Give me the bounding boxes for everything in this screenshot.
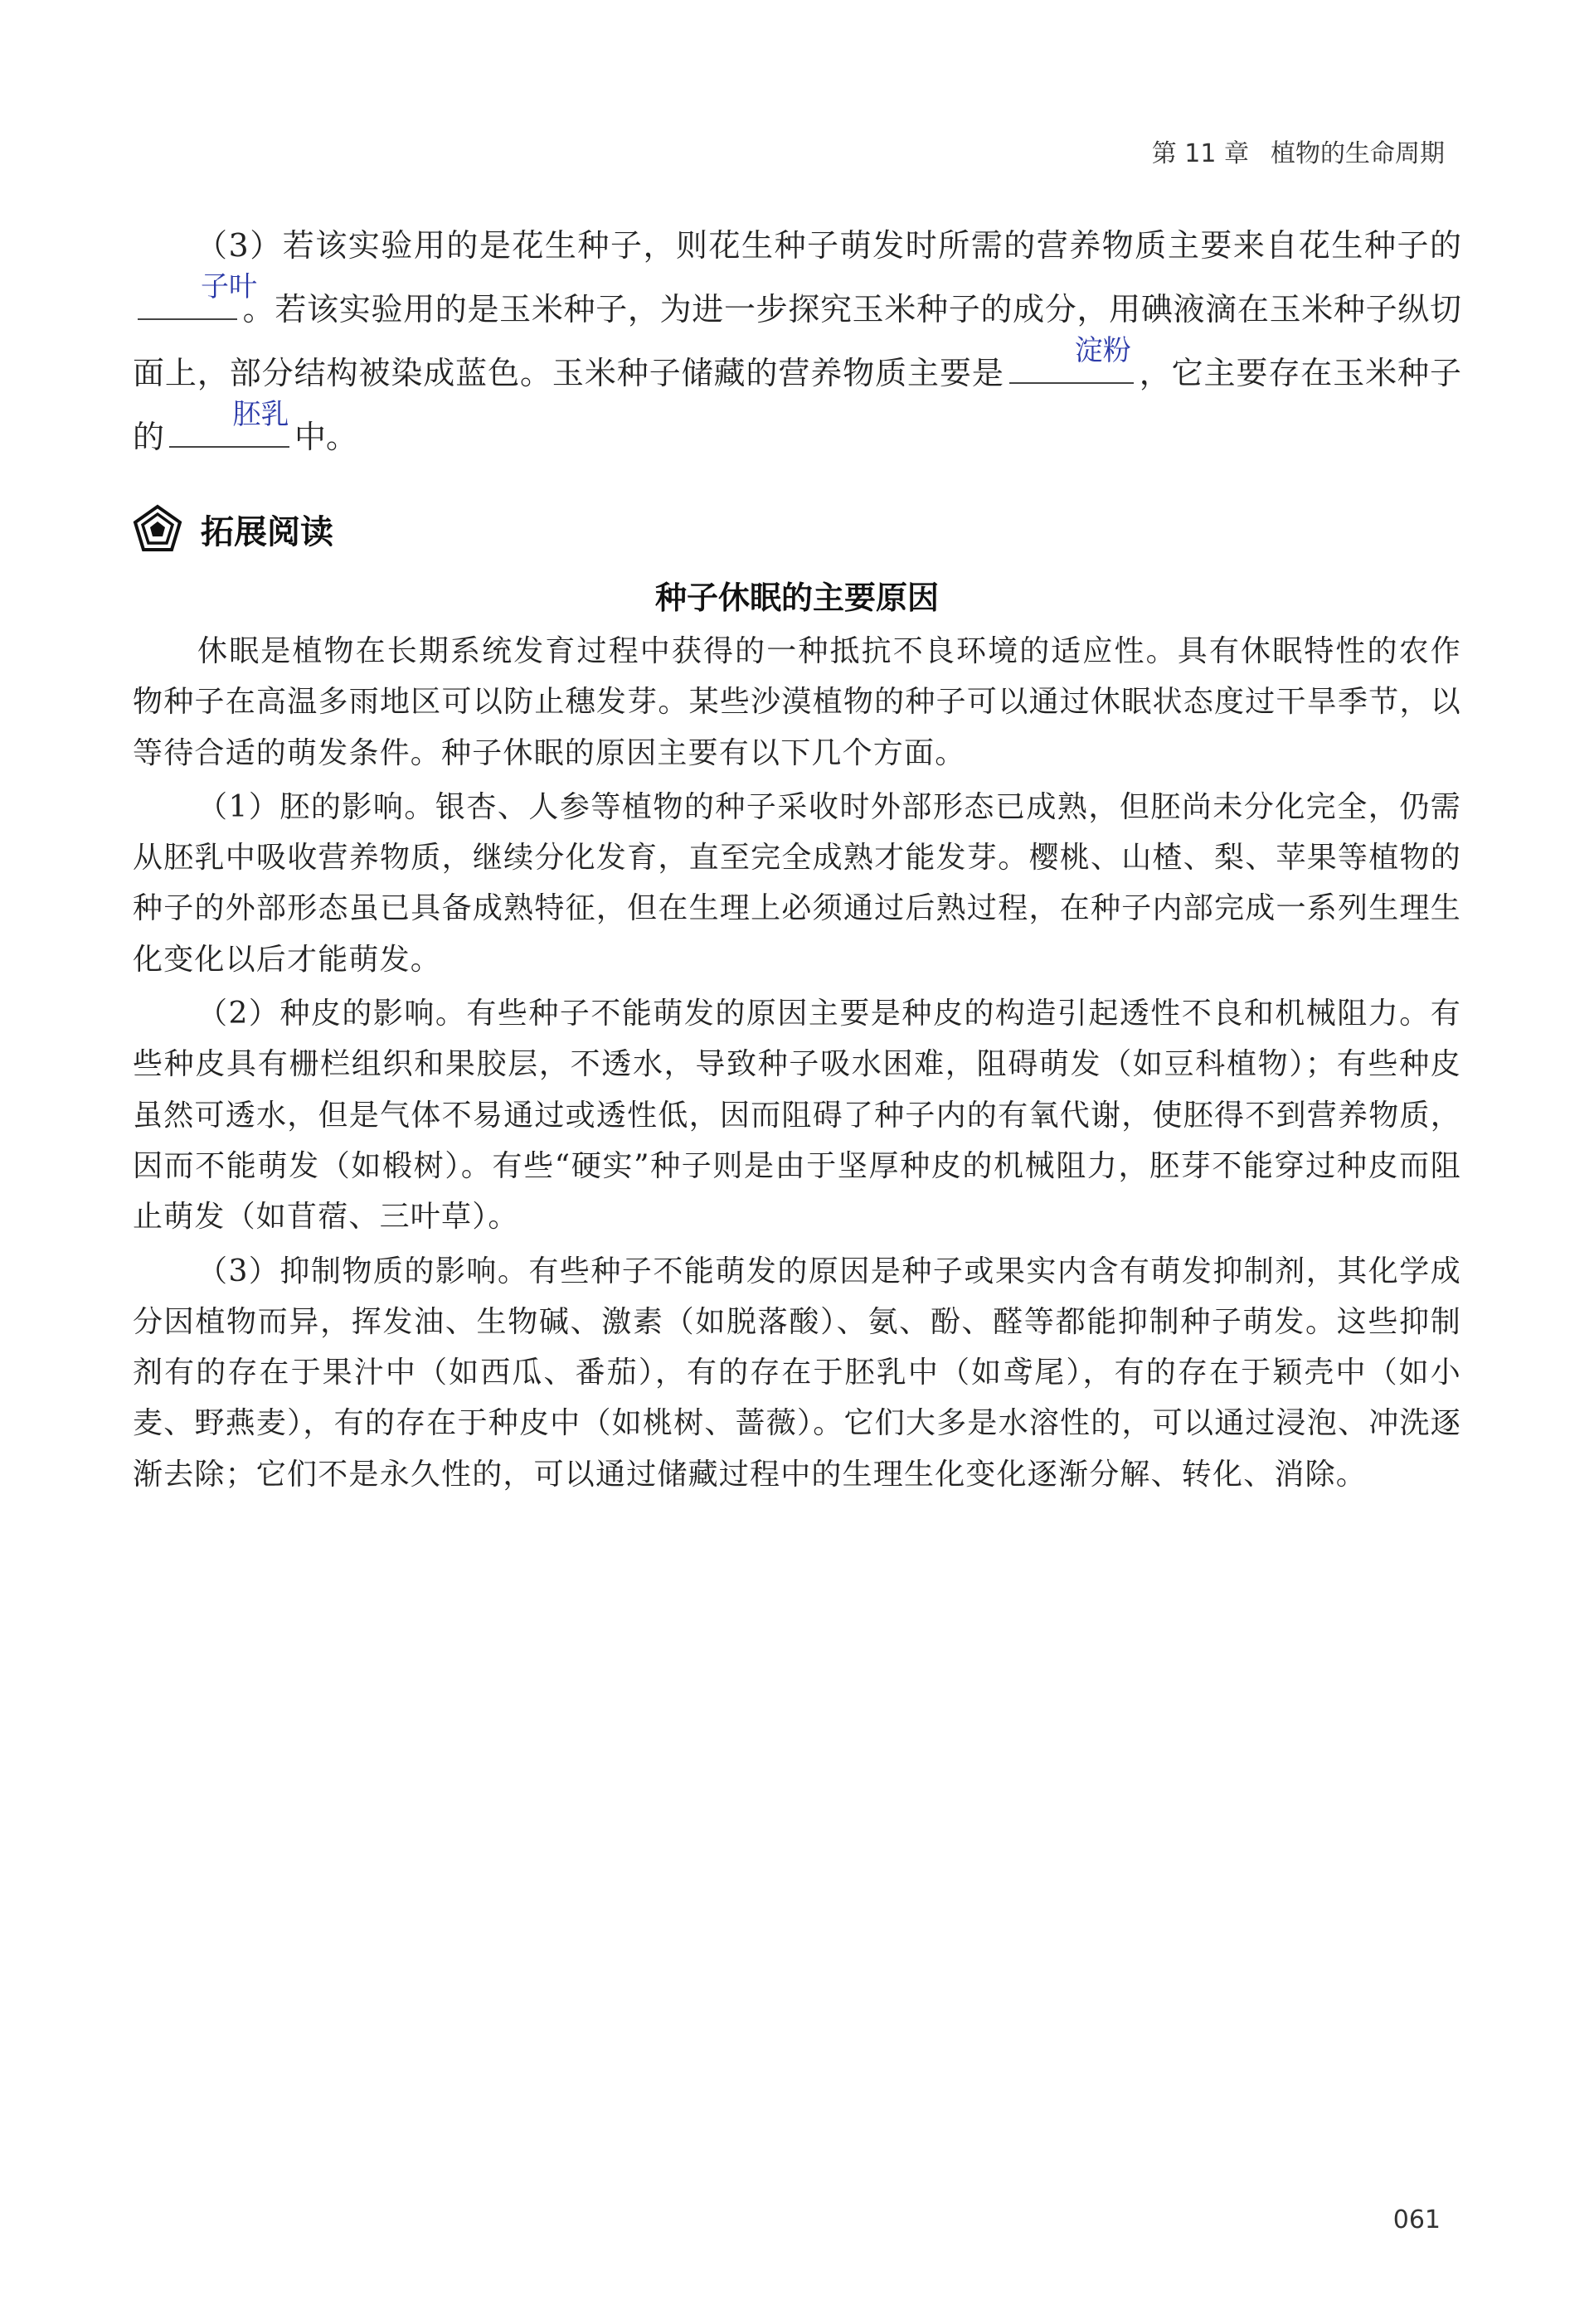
question-text-part1: （3）若该实验用的是花生种子，则花生种子萌发时所需的营养物质主要来自花生种子的 xyxy=(196,227,1461,264)
question-text-part3: ，它主要存在玉米种子的 xyxy=(133,355,1461,455)
answer-blank-2 xyxy=(1009,334,1134,384)
section-heading xyxy=(133,500,333,558)
chapter-number: 第 11 章 xyxy=(1151,139,1249,168)
section-title: 拓展阅读 xyxy=(201,512,333,551)
handwritten-answer-1: 子叶 xyxy=(201,270,257,303)
article-paragraph: （2）种皮的影响。有些种子不能萌发的原因主要是种皮的构造引起透性不良和机械阻力。有些种皮具有栅栏组织和果胶层，不透水，导致种子吸水困难，阻碍萌发（如豆科植物）；有些种皮虽然可透水，但是气体不易通过或透性低，因而阻碍了种子内的有氧代谢，使胚得不到营养物质，因而不能萌发（如椴树）。有些“硬实”种子则是由于坚厚种皮的机械阻力，胚芽不能穿过种皮而阻止萌发（如苜蓿、三叶草）。 xyxy=(133,997,1461,1235)
handwritten-answer-3: 胚乳 xyxy=(232,398,289,431)
article-paragraph: 休眠是植物在长期系统发育过程中获得的一种抵抗不良环境的适应性。具有休眠特性的农作物种子在高温多雨地区可以防止穗发芽。某些沙漠植物的种子可以通过休眠状态度过干旱季节，以等待合适的萌发条件。种子休眠的原因主要有以下几个方面。 xyxy=(133,634,1461,770)
question-text xyxy=(133,214,1461,469)
article-title: 种子休眠的主要原因 xyxy=(654,580,939,616)
article-paragraph: （1）胚的影响。银杏、人参等植物的种子采收时外部形态已成熟，但胚尚未分化完全，仍需从胚乳中吸收营养物质，继续分化发育，直至完全成熟才能发芽。樱桃、山楂、梨、苹果等植物的种子的外部形态虽已具备成熟特征，但在生理上必须通过后熟过程，在种子内部完成一系列生理生化变化以后才能萌发。 xyxy=(133,789,1461,977)
question-text-part2: 。若该实验用的是玉米种子，为进一步探究玉米种子的成分，用碘液滴在玉米种子纵切面上，部分结构被染成蓝色。玉米种子储藏的营养物质主要是 xyxy=(133,291,1461,391)
question-3 xyxy=(133,214,1461,469)
handwritten-answer-2: 淀粉 xyxy=(1074,334,1131,367)
article-body xyxy=(133,626,1461,1500)
page-header xyxy=(1152,133,1445,169)
question-text-part4: 中。 xyxy=(294,419,358,455)
chapter-title: 植物的生命周期 xyxy=(1271,139,1445,168)
layered-pentagon-icon xyxy=(133,504,182,554)
page-number: 061 xyxy=(1392,2205,1441,2234)
answer-blank-1 xyxy=(138,270,257,320)
article-paragraph: （3）抑制物质的影响。有些种子不能萌发的原因是种子或果实内含有萌发抑制剂，其化学成分因植物而异，挥发油、生物碱、激素（如脱落酸）、氨、酚、醛等都能抑制种子萌发。这些抑制剂有的存在于果汁中（如西瓜、番茄），有的存在于胚乳中（如鸢尾），有的存在于颖壳中（如小麦、野燕麦），有的存在于种皮中（如桃树、蔷薇）。它们大多是水溶性的，可以通过浸泡、冲洗逐渐去除；它们不是永久性的，可以通过储藏过程中的生理生化变化逐渐分解、转化、消除。 xyxy=(133,1254,1461,1492)
answer-blank-3 xyxy=(169,398,289,448)
